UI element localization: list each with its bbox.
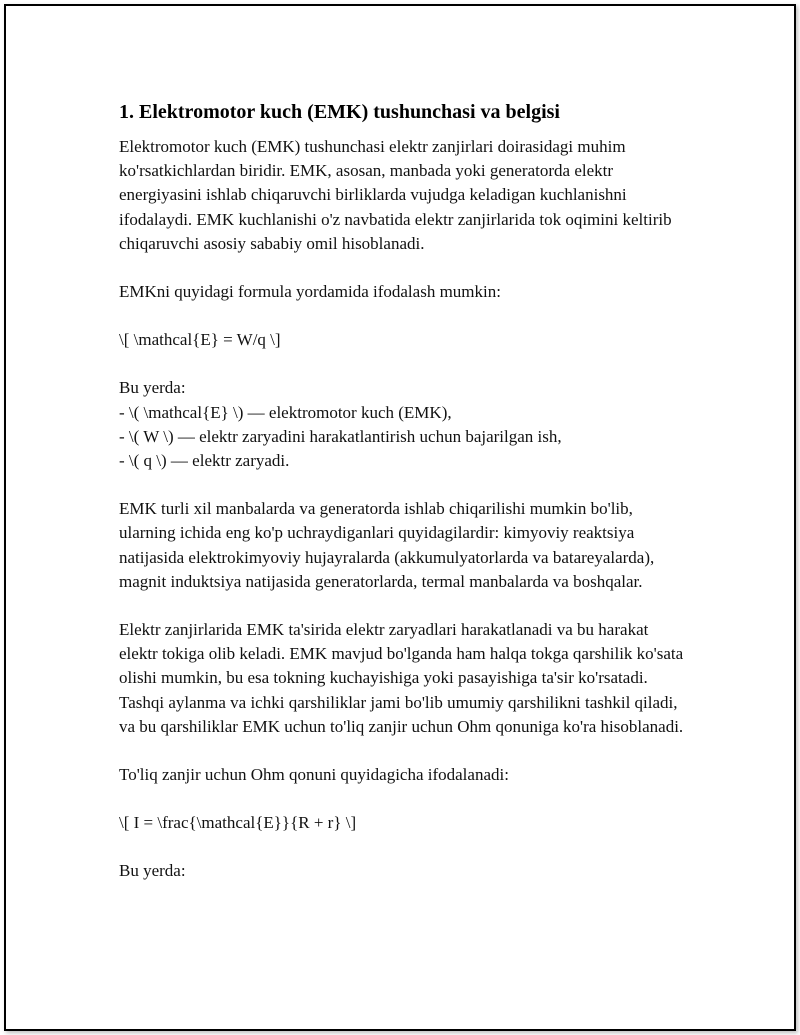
paragraph-formula-intro: EMKni quyidagi formula yordamida ifodalash mumkin: bbox=[119, 282, 501, 302]
definitions-list bbox=[119, 401, 689, 474]
paragraph-sources: EMK turli xil manbalarda va generatorda ishlab chiqarilishi mumkin bo'lib, ularning ichida eng ko'p uchraydiganlari quyidagilardir: kimyoviy reaktsiya natijasida elektrokimyoviy hujayralarda (akkumulyatorlarda va batareyalarda), magnit induktsiya natijasida generatorlarda, termal manbalarda va boshqalar. bbox=[119, 499, 655, 591]
formula-ohm: \[ I = \frac{\mathcal{E}}{R + r} \] bbox=[119, 813, 357, 833]
section-heading: 1. Elektromotor kuch (EMK) tushunchasi va belgisi bbox=[119, 101, 560, 123]
definition-item: - \( q \) — elektr zaryadi. bbox=[119, 451, 290, 471]
document-content bbox=[119, 99, 689, 908]
document-page bbox=[4, 4, 796, 1031]
formula-emf: \[ \mathcal{E} = W/q \] bbox=[119, 330, 281, 350]
definition-item: - \( \mathcal{E} \) — elektromotor kuch (EMK), bbox=[119, 402, 452, 422]
definitions-label: Bu yerda: bbox=[119, 378, 186, 398]
definition-item: - \( W \) — elektr zaryadini harakatlantirish uchun bajarilgan ish, bbox=[119, 426, 562, 446]
definitions-label-2: Bu yerda: bbox=[119, 861, 186, 881]
paragraph-circuits: Elektr zanjirlarida EMK ta'sirida elektr zaryadlari harakatlanadi va bu harakat elektr tokiga olib keladi. EMK mavjud bo'lganda ham halqa tokga qarshilik ko'sata olishi mumkin, bu esa tokning kuchayishiga yoki pasayishiga ta'sir ko'rsatadi. Tashqi aylanma va ichki qarshiliklar jami bo'lib umumiy qarshilikni tashkil qiladi, va bu qarshiliklar EMK uchun to'liq zanjir uchun Ohm qonuniga ko'ra hisoblanadi. bbox=[119, 620, 684, 736]
definitions-block bbox=[119, 376, 689, 473]
paragraph-ohm-intro: To'liq zanjir uchun Ohm qonuni quyidagicha ifodalanadi: bbox=[119, 765, 509, 785]
paragraph-intro: Elektromotor kuch (EMK) tushunchasi elektr zanjirlari doirasidagi muhim ko'rsatkichlardan biridir. EMK, asosan, manbada yoki generatorda elektr energiyasini ishlab chiqaruvchi birliklarda vujudga keladigan kuchlanishni ifodalaydi. EMK kuchlanishi o'z navbatida elektr zanjirlarida tok oqimini keltirib chiqaruvchi asosiy sababiy omil hisoblanadi. bbox=[119, 137, 672, 253]
